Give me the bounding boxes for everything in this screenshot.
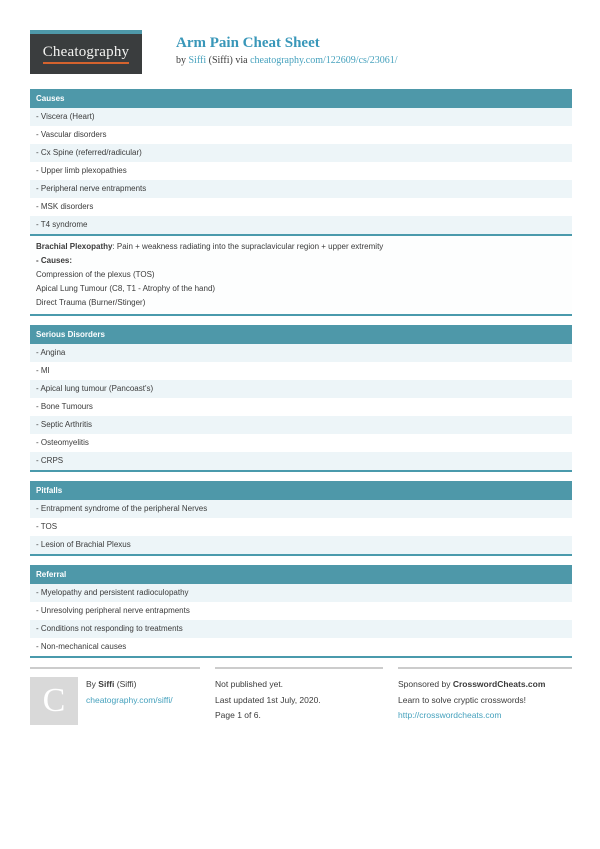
footer-author-line <box>86 677 173 693</box>
note-line: Apical Lung Tumour (C8, T1 - Atrophy of the hand) <box>36 283 216 293</box>
list-item: - Viscera (Heart) <box>30 108 572 126</box>
avatar[interactable] <box>30 677 78 725</box>
header-text <box>176 30 397 66</box>
sponsor-line <box>398 677 572 693</box>
last-updated: Last updated 1st July, 2020. <box>215 694 321 705</box>
list-item: - Osteomyelitis <box>30 434 572 452</box>
section-serious-disorders <box>30 325 572 472</box>
list-item: - Apical lung tumour (Pancoast's) <box>30 380 572 398</box>
list-item: - Lesion of Brachial Plexus <box>30 536 572 554</box>
list-item: - Vascular disorders <box>30 126 572 144</box>
note-line: Direct Trauma (Burner/Stinger) <box>36 297 146 307</box>
list-item: - Bone Tumours <box>30 398 572 416</box>
list-item: - Myelopathy and persistent radioculopathy <box>30 584 572 602</box>
section-header: Pitfalls <box>30 481 572 500</box>
list-item: - Angina <box>30 344 572 362</box>
logo-text: Cheatography <box>43 44 130 64</box>
note-block <box>30 234 572 314</box>
list-item: - Peripheral nerve entrapments <box>30 180 572 198</box>
list-item: - Conditions not responding to treatments <box>30 620 572 638</box>
publish-status: Not published yet. <box>215 679 284 689</box>
footer-sponsor-column <box>398 667 572 725</box>
sheet-url-link[interactable]: cheatography.com/122609/cs/23061/ <box>250 55 398 66</box>
page-title: Arm Pain Cheat Sheet <box>176 35 320 51</box>
byline <box>176 55 397 66</box>
byline-alias: (Siffi) <box>208 55 233 66</box>
footer <box>30 667 572 725</box>
section-header: Causes <box>30 89 572 108</box>
sponsor-tagline: Learn to solve cryptic crosswords! <box>398 694 527 705</box>
cheatography-logo[interactable] <box>30 30 142 74</box>
section-header: Serious Disorders <box>30 325 572 344</box>
list-item: - Upper limb plexopathies <box>30 162 572 180</box>
byline-via: via <box>235 55 248 66</box>
footer-by-prefix: By <box>86 679 96 689</box>
section-causes <box>30 89 572 316</box>
footer-author-alias: (Siffi) <box>116 679 137 689</box>
footer-status-column <box>215 667 383 725</box>
section-rows <box>30 584 572 656</box>
sponsor-name: CrosswordCheats.com <box>452 679 546 689</box>
note-heading-rest: : Pain + weakness radiating into the supraclavicular region + upper extremity <box>112 241 384 251</box>
footer-author-text <box>86 677 173 725</box>
page-number: Page 1 of 6. <box>215 710 261 721</box>
sponsor-prefix: Sponsored by <box>398 679 451 689</box>
list-item: - MSK disorders <box>30 198 572 216</box>
section-rows <box>30 344 572 470</box>
section-rows <box>30 500 572 554</box>
list-item: - TOS <box>30 518 572 536</box>
author-link[interactable]: Siffi <box>188 55 207 66</box>
list-item: - T4 syndrome <box>30 216 572 234</box>
footer-author-column <box>30 667 200 725</box>
header <box>30 30 572 74</box>
list-item: - CRPS <box>30 452 572 470</box>
byline-by: by <box>176 55 186 66</box>
section-pitfalls <box>30 481 572 556</box>
list-item: - Cx Spine (referred/radicular) <box>30 144 572 162</box>
sponsor-link[interactable]: http://crosswordcheats.com <box>398 710 502 721</box>
list-item: - Non-mechanical causes <box>30 638 572 656</box>
avatar-letter: C <box>42 681 66 719</box>
section-rows <box>30 108 572 234</box>
list-item: - Unresolving peripheral nerve entrapments <box>30 602 572 620</box>
list-item: - Entrapment syndrome of the peripheral Nerves <box>30 500 572 518</box>
section-header: Referral <box>30 565 572 584</box>
note-heading: Brachial Plexopathy <box>36 241 113 251</box>
section-referral <box>30 565 572 658</box>
note-line: Compression of the plexus (TOS) <box>36 269 155 279</box>
note-subheading: - Causes: <box>36 255 73 265</box>
list-item: - Septic Arthritis <box>30 416 572 434</box>
footer-author-name: Siffi <box>98 679 115 689</box>
note-line <box>36 239 566 253</box>
footer-profile-link[interactable]: cheatography.com/siffi/ <box>86 694 173 705</box>
list-item: - MI <box>30 362 572 380</box>
